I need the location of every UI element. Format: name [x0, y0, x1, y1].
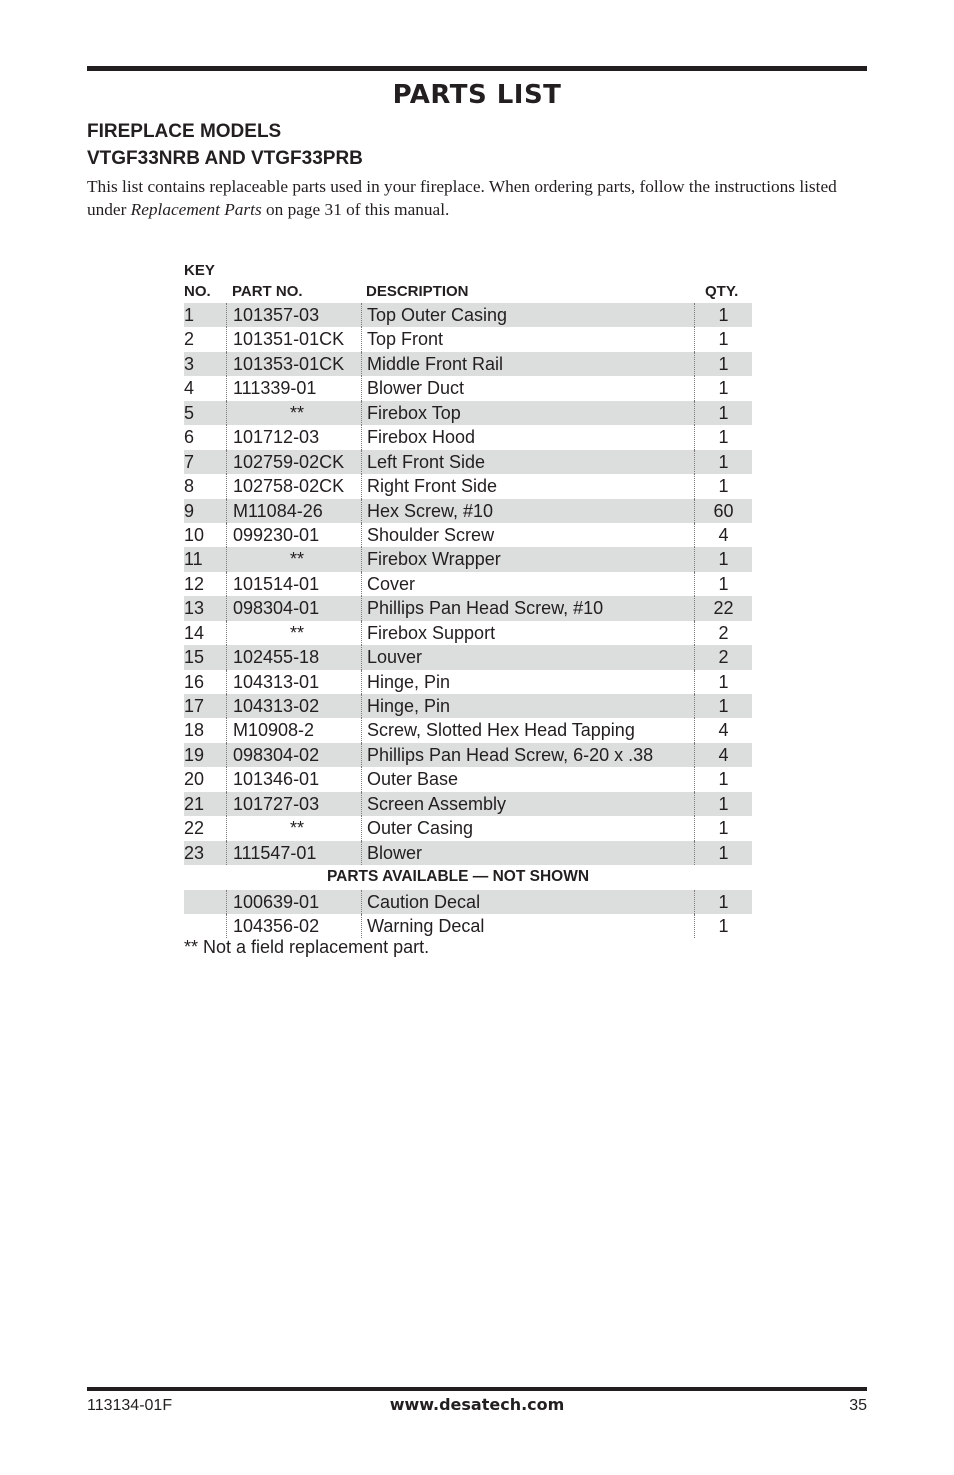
qty-cell: 1 — [694, 914, 752, 938]
description-cell: Left Front Side — [361, 450, 694, 474]
table-row — [184, 694, 752, 718]
part-no-cell: 102759-02CK — [226, 450, 361, 474]
page-number: 35 — [849, 1397, 867, 1414]
part-no-cell: 104313-02 — [226, 694, 361, 718]
description-cell: Firebox Top — [361, 401, 694, 425]
part-no-cell: 101727-03 — [226, 792, 361, 816]
qty-cell: 1 — [694, 670, 752, 694]
description-cell: Top Front — [361, 327, 694, 351]
intro-text-after: on page 31 of this manual. — [261, 200, 450, 219]
not-shown-heading: PARTS AVAILABLE — NOT SHOWN — [326, 868, 590, 886]
description-cell: Warning Decal — [361, 914, 694, 938]
part-no-cell: 099230-01 — [226, 523, 361, 547]
description-cell: Firebox Support — [361, 621, 694, 645]
description-cell: Hinge, Pin — [361, 670, 694, 694]
table-row — [184, 841, 752, 865]
part-no-cell: ** — [226, 816, 361, 840]
header-qty: QTY. — [705, 283, 739, 300]
qty-cell: 1 — [694, 694, 752, 718]
qty-cell: 1 — [694, 376, 752, 400]
key-no-cell: 1 — [184, 305, 195, 325]
description-cell: Outer Casing — [361, 816, 694, 840]
description-cell: Top Outer Casing — [361, 303, 694, 327]
key-no-cell: 17 — [184, 696, 205, 716]
part-no-cell: 111547-01 — [226, 841, 361, 865]
qty-cell: 4 — [694, 718, 752, 742]
part-no-cell: 101346-01 — [226, 767, 361, 791]
part-no-cell: 098304-02 — [226, 743, 361, 767]
description-cell: Phillips Pan Head Screw, #10 — [361, 596, 694, 620]
qty-cell: 1 — [694, 474, 752, 498]
qty-cell: 4 — [694, 523, 752, 547]
table-row — [184, 718, 752, 742]
key-no-cell: 5 — [184, 402, 195, 423]
qty-cell: 1 — [694, 816, 752, 840]
table-row — [184, 743, 752, 767]
description-cell: Outer Base — [361, 767, 694, 791]
qty-cell: 60 — [694, 499, 752, 523]
key-no-cell: 7 — [184, 451, 195, 472]
table-row — [184, 523, 752, 547]
key-no-cell: 3 — [184, 353, 195, 374]
section-heading-line1: FIREPLACE MODELS — [87, 121, 282, 142]
qty-cell: 4 — [694, 743, 752, 767]
part-no-cell: 101712-03 — [226, 425, 361, 449]
qty-cell: 1 — [694, 767, 752, 791]
key-no-cell — [184, 914, 226, 938]
qty-cell: 1 — [694, 425, 752, 449]
key-no-cell: 9 — [184, 500, 195, 521]
page-title: PARTS LIST — [392, 80, 562, 110]
part-no-cell: ** — [226, 547, 361, 571]
bottom-rule — [87, 1387, 867, 1391]
description-cell: Screen Assembly — [361, 792, 694, 816]
description-cell: Hinge, Pin — [361, 694, 694, 718]
description-cell: Blower Duct — [361, 376, 694, 400]
part-no-cell: ** — [226, 401, 361, 425]
header-description: DESCRIPTION — [366, 283, 469, 300]
description-cell: Caution Decal — [361, 890, 694, 914]
qty-cell: 1 — [694, 327, 752, 351]
qty-cell: 22 — [694, 596, 752, 620]
key-no-cell: 12 — [184, 573, 205, 594]
key-no-cell: 20 — [184, 769, 205, 790]
qty-cell: 1 — [694, 572, 752, 596]
table-row — [184, 499, 752, 523]
table-row — [184, 914, 752, 938]
header-key-line1: KEY — [184, 262, 215, 279]
table-row — [184, 767, 752, 791]
qty-cell: 1 — [694, 547, 752, 571]
table-row — [184, 425, 752, 449]
table-row — [184, 596, 752, 620]
qty-cell: 1 — [694, 401, 752, 425]
description-cell: Shoulder Screw — [361, 523, 694, 547]
table-row — [184, 670, 752, 694]
qty-cell: 1 — [694, 890, 752, 914]
header-part-no: PART NO. — [232, 283, 303, 300]
part-no-cell: 101514-01 — [226, 572, 361, 596]
header-key-line2: NO. — [184, 283, 211, 300]
part-no-cell: 102455-18 — [226, 645, 361, 669]
table-row — [184, 792, 752, 816]
parts-table — [184, 303, 752, 938]
part-no-cell: ** — [226, 621, 361, 645]
document-number: 113134-01F — [87, 1397, 173, 1414]
key-no-cell: 16 — [184, 671, 205, 692]
key-no-cell: 14 — [184, 622, 205, 643]
key-no-cell: 6 — [184, 427, 195, 448]
key-no-cell: 11 — [184, 549, 203, 570]
website-link[interactable]: www.desatech.com — [389, 1395, 565, 1414]
part-no-cell: M11084-26 — [226, 499, 361, 523]
table-row — [184, 401, 752, 425]
key-no-cell: 2 — [184, 329, 195, 350]
part-no-cell: 102758-02CK — [226, 474, 361, 498]
table-row — [184, 376, 752, 400]
key-no-cell: 10 — [184, 524, 205, 545]
table-row — [184, 450, 752, 474]
part-no-cell: 104356-02 — [226, 914, 361, 938]
key-no-cell: 4 — [184, 378, 195, 399]
qty-cell: 1 — [694, 792, 752, 816]
description-cell: Middle Front Rail — [361, 352, 694, 376]
key-no-cell: 23 — [184, 842, 205, 863]
footnote: ** Not a field replacement part. — [184, 937, 430, 957]
table-header — [184, 262, 752, 302]
part-no-cell: 100639-01 — [226, 890, 361, 914]
intro-text-before: This list contains replaceable parts used in your fireplace. When ordering parts, follow the instructions listed under — [87, 177, 837, 219]
table-row — [184, 645, 752, 669]
description-cell: Hex Screw, #10 — [361, 499, 694, 523]
section-heading — [87, 118, 363, 172]
qty-cell: 2 — [694, 645, 752, 669]
top-rule — [87, 66, 867, 71]
key-no-cell: 22 — [184, 818, 205, 839]
description-cell: Firebox Wrapper — [361, 547, 694, 571]
table-row — [184, 352, 752, 376]
section-heading-line2: VTGF33NRB AND VTGF33PRB — [87, 148, 363, 169]
description-cell: Louver — [361, 645, 694, 669]
qty-cell: 1 — [694, 352, 752, 376]
table-row — [184, 327, 752, 351]
key-no-cell: 13 — [184, 598, 205, 619]
table-row — [184, 547, 752, 571]
qty-cell: 1 — [694, 841, 752, 865]
description-cell: Screw, Slotted Hex Head Tapping — [361, 718, 694, 742]
key-no-cell: 8 — [184, 476, 195, 497]
description-cell: Right Front Side — [361, 474, 694, 498]
description-cell: Phillips Pan Head Screw, 6-20 x .38 — [361, 743, 694, 767]
key-no-cell: 21 — [184, 793, 205, 814]
table-row — [184, 303, 752, 327]
part-no-cell: 101351-01CK — [226, 327, 361, 351]
part-no-cell: 104313-01 — [226, 670, 361, 694]
intro-paragraph — [87, 175, 877, 221]
part-no-cell: M10908-2 — [226, 718, 361, 742]
qty-cell: 1 — [694, 450, 752, 474]
table-row — [184, 572, 752, 596]
intro-text-italic: Replacement Parts — [130, 200, 262, 219]
description-cell: Cover — [361, 572, 694, 596]
qty-cell: 1 — [694, 303, 752, 327]
table-row — [184, 474, 752, 498]
part-no-cell: 098304-01 — [226, 596, 361, 620]
part-no-cell: 101357-03 — [226, 303, 361, 327]
key-no-cell: 15 — [184, 647, 205, 668]
part-no-cell: 111339-01 — [226, 376, 361, 400]
description-cell: Firebox Hood — [361, 425, 694, 449]
table-row — [184, 621, 752, 645]
key-no-cell: 18 — [184, 720, 205, 741]
table-row — [184, 890, 752, 914]
qty-cell: 2 — [694, 621, 752, 645]
part-no-cell: 101353-01CK — [226, 352, 361, 376]
description-cell: Blower — [361, 841, 694, 865]
key-no-cell: 19 — [184, 744, 205, 765]
table-row — [184, 816, 752, 840]
key-no-cell — [184, 890, 226, 914]
